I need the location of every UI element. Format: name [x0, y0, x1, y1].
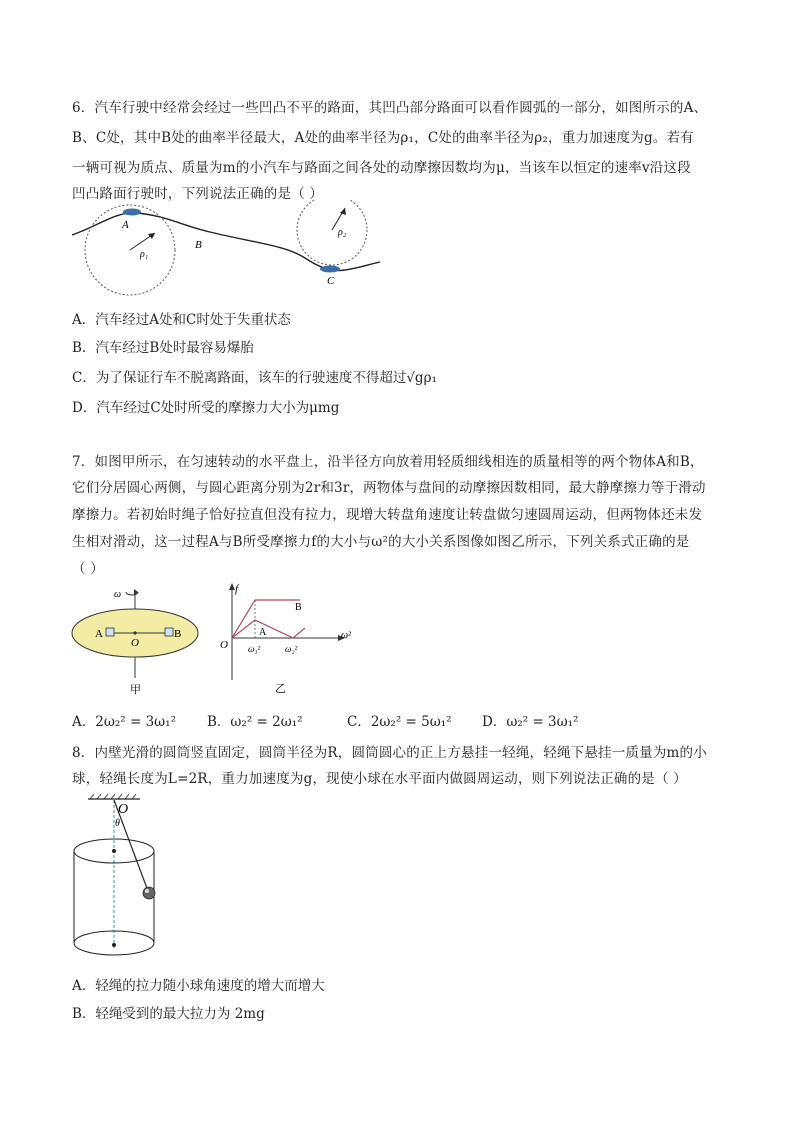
q7-jia-caption: 甲 [130, 683, 141, 696]
q6-line-3: 一辆可视为质点、质量为m的小汽车与路面之间各处的动摩擦因数均为μ，当该车以恒定的速率v沿这段 [72, 160, 691, 176]
q7-jia-b: B [174, 628, 182, 640]
q6-road-figure [70, 200, 390, 300]
q8-label-theta: θ [115, 818, 120, 829]
q7-yi-a: A [259, 627, 267, 638]
q7-option-a: A．2ω₂² = 3ω₁² [72, 714, 176, 730]
q6-option-c: C．为了保证行车不脱离路面，该车的行驶速度不得超过√gρ₁ [72, 370, 437, 386]
q7-line-1: 7．如图甲所示，在匀速转动的水平盘上，沿半径方向放着用轻质细线相连的质量相等的两个物体A和B， [72, 454, 704, 470]
q6-line-2: B、C处，其中B处的曲率半径最大，A处的曲率半径为ρ₁，C处的曲率半径为ρ₂，重力加速度为g。若有 [72, 130, 694, 146]
q7-yi-f: f [235, 583, 239, 595]
q7-option-c: C．2ω₂² = 5ω₁² [347, 714, 452, 730]
q7-yi-x: ω² [341, 630, 352, 641]
q7-turntable-figure [70, 583, 200, 698]
q6-label-rho2: ρ₂ [338, 227, 347, 238]
q8-line-2: 球，轻绳长度为L=2R，重力加速度为g，现使小球在水平面内做圆周运动，则下列说法正确的是（ ） [72, 771, 687, 787]
q6-option-d: D．汽车经过C处时所受的摩擦力大小为μmg [72, 400, 340, 416]
q8-option-a: A．轻绳的拉力随小球角速度的增大而增大 [72, 978, 325, 994]
q6-label-b: B [195, 239, 202, 251]
q6-label-a: A [122, 219, 129, 231]
q7-yi-w1: ω₁² [248, 644, 261, 654]
q7-line-2: 它们分居圆心两侧，与圆心距离分别为2r和3r，两物体与盘间的动摩擦因数相同，最大静摩擦力等于滑动 [72, 480, 706, 496]
q7-yi-o: O [220, 639, 228, 651]
q6-line-4: 凹凸路面行驶时，下列说法正确的是（ ） [72, 186, 324, 202]
q7-graph-figure [215, 580, 360, 698]
q6-label-c: C [327, 275, 335, 287]
q8-label-o: O [118, 802, 129, 817]
q7-jia-a: A [95, 628, 103, 640]
q7-yi-b: B [295, 602, 302, 613]
q7-jia-o: O [131, 637, 139, 649]
q6-option-b: B．汽车经过B处时最容易爆胎 [72, 340, 254, 356]
q8-cylinder-figure [70, 793, 170, 968]
q7-option-d: D．ω₂² = 3ω₁² [482, 714, 579, 730]
q7-jia-omega: ω [114, 589, 122, 600]
q6-option-a: A．汽车经过A处和C时处于失重状态 [72, 312, 291, 328]
q7-line-5: （ ） [72, 561, 104, 577]
q7-line-3: 摩擦力。若初始时绳子恰好拉直但没有拉力，现增大转盘角速度让转盘做匀速圆周运动，但两物体还未发 [72, 507, 703, 523]
q7-line-4: 生相对滑动，这一过程A与B所受摩擦力f的大小与ω²的大小关系图像如图乙所示，下列关系式正确的是 [72, 534, 690, 550]
q7-yi-w2: ω₂² [285, 644, 298, 654]
q8-option-b: B．轻绳受到的最大拉力为 2mg [72, 1006, 265, 1022]
q8-line-1: 8．内壁光滑的圆筒竖直固定，圆筒半径为R，圆筒圆心的正上方悬挂一轻绳，轻绳下悬挂一质量为m的小 [72, 745, 707, 761]
q6-label-rho1: ρ₁ [140, 249, 149, 260]
q7-yi-caption: 乙 [275, 682, 286, 695]
q6-line-1: 6．汽车行驶中经常会经过一些凹凸不平的路面，其凹凸部分路面可以看作圆弧的一部分，如图所示的A、 [72, 100, 708, 116]
q7-option-b: B．ω₂² = 2ω₁² [207, 714, 303, 730]
